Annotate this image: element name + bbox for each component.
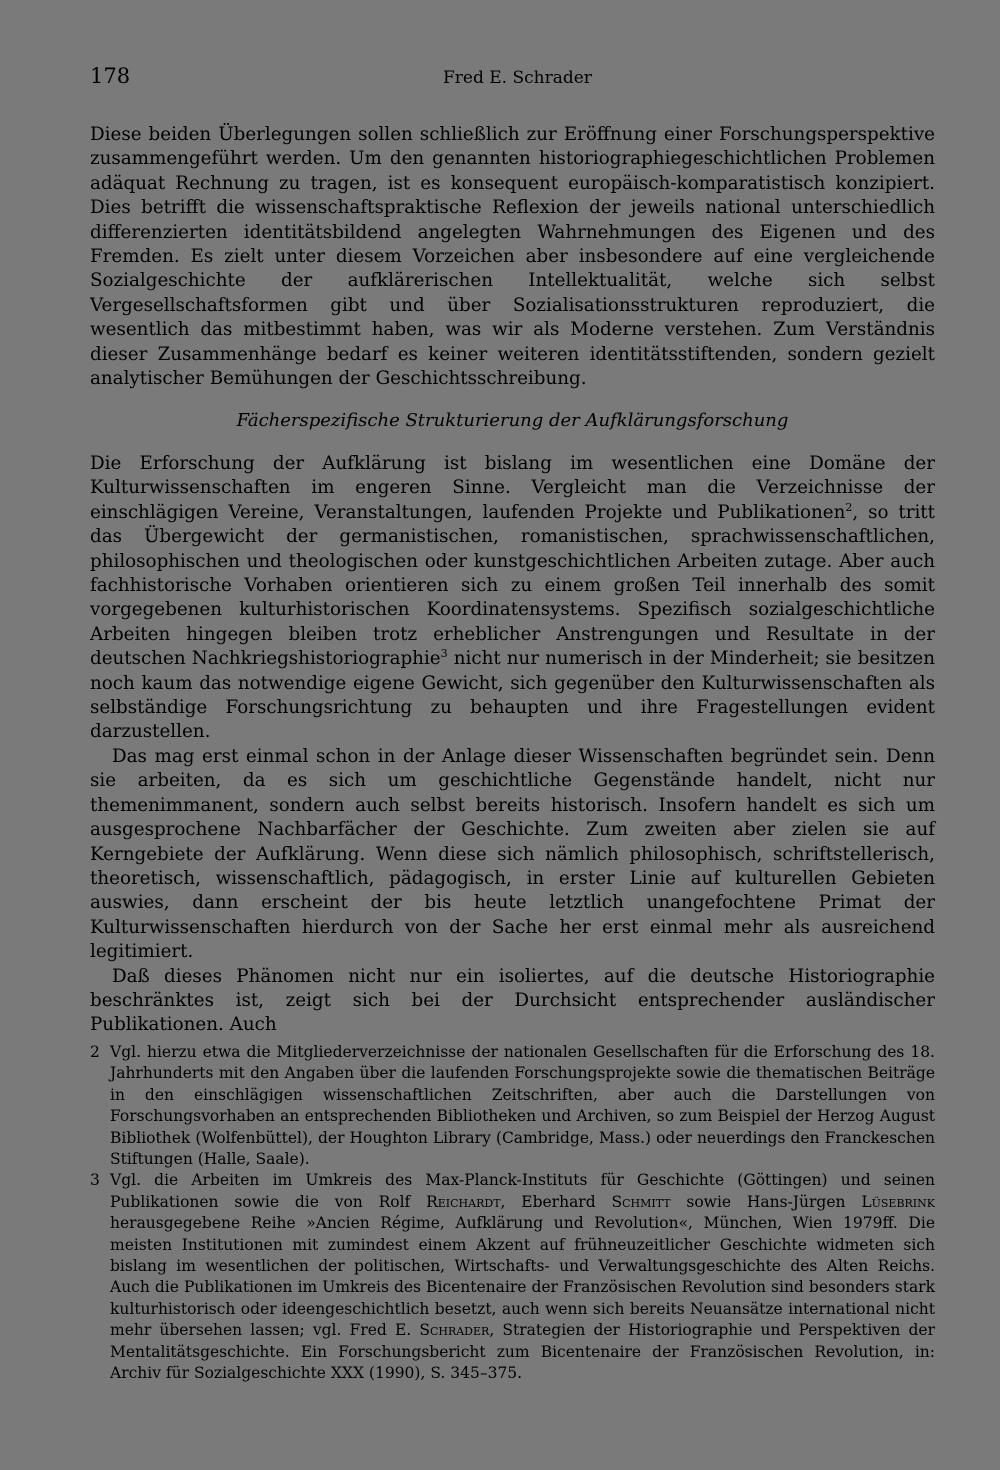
paragraph-text: , so tritt das Übergewicht der germanistischen, romanistischen, sprachwissenschaftlichen, philosophischen und theologischen oder kunstgeschichtlichen Arbeiten zutage. Aber auch fachhistorische Vorhaben orientieren sich zu einem großen Teil innerhalb des somit vorgegebenen kulturhistorischen Koordinatensystems. Spezifisch sozialgeschichtliche Arbeiten hingegen bleiben trotz erheblicher Anstrengungen und Resultate in der deutschen Nachkriegshistoriographie [90, 501, 935, 670]
author-name: Schmitt [611, 1192, 671, 1211]
section-paragraph-1 [90, 452, 935, 745]
section-paragraph-2: Das mag erst einmal schon in der Anlage dieser Wissenschaften begründet sein. Denn sie arbeiten, da es sich um geschichtliche Gegenstände handelt, nicht nur themenimmanent, sondern auch selbst bereits historisch. Insofern handelt es sich um ausgesprochene Nachbarfächer der Geschichte. Zum zweiten aber zielen sie auf Kerngebiete der Aufklärung. Wenn diese sich nämlich philosophisch, schriftstellerisch, theoretisch, wissenschaftlich, pädagogisch, in erster Linie auf kulturellen Gebieten auswies, dann erscheint der bis heute letztlich unangefochtene Primat der Kulturwissenschaften hierdurch von der Sache her erst einmal mehr als ausreichend legitimiert. [90, 745, 935, 963]
footnote-text-part: , Eberhard [500, 1192, 612, 1211]
author-name: Schrader [419, 1321, 490, 1340]
page-header [90, 64, 935, 94]
footnote-text-part: Vgl. die Arbeiten im Umkreis des Max-Planck-Instituts für Geschichte (Göttingen) und seinen Publikationen sowie die von Rolf [110, 1171, 935, 1211]
footnote-2 [90, 1042, 935, 1170]
footnote-text: Vgl. hierzu etwa die Mitgliederverzeichnisse der nationalen Gesellschaften für die Erforschung des 18. Jahrhunderts mit den Angaben über die laufenden Forschungsprojekte sowie die thematischen Beiträge in den einschlägigen wissenschaftlichen Zeitschriften, aber auch die Darstellungen von Forschungsvorhaben an entsprechenden Bibliotheken und Archiven, so zum Beispiel der Herzog August Bibliothek (Wolfenbüttel), der Houghton Library (Cambridge, Mass.) oder neuerdings den Franckeschen Stiftungen (Halle, Saale). [110, 1043, 935, 1169]
footnote-number: 2 [90, 1043, 100, 1061]
footnote-text [110, 1171, 935, 1382]
intro-paragraph: Diese beiden Überlegungen sollen schließlich zur Eröffnung einer Forschungsperspektive zusammengeführt werden. Um den genannten historiographiegeschichtlichen Problemen adäquat Rechnung zu tragen, ist es konsequent europäisch-komparatistisch konzipiert. Dies betrifft die wissenschaftspraktische Reflexion der jeweils national unterschiedlich differenzierten identitätsbildend angelegten Wahrnehmungen des Eigenen und des Fremden. Es zielt unter diesem Vorzeichen aber insbesondere auf eine vergleichende Sozialgeschichte der aufklärerischen Intellektualität, welche sich selbst Vergesellschaftsformen gibt und über Sozialisationsstrukturen reproduziert, die wesentlich das mitbestimmt haben, was wir als Moderne verstehen. Zum Verständnis dieser Zusammenhänge bedarf es keiner weiteren identitätsstiftenden, sondern gezielt analytischer Bemühungen der Geschichtsschreibung. [90, 124, 935, 390]
page-number: 178 [90, 64, 131, 88]
footnote-reference: 2 [845, 500, 853, 514]
paragraph-text: Die Erforschung der Aufklärung ist bislang im wesentlichen eine Domäne der Kulturwissenschaften im engeren Sinne. Vergleicht man die Verzeichnisse der einschlägigen Vereine, Veranstaltungen, laufenden Projekte und Publikationen [90, 453, 935, 523]
paragraph-text: nicht nur numerisch in der Minderheit; sie besitzen noch kaum das notwendige eigene Gewicht, sich gegenüber den Kulturwissenschaften als selbständige Forschungsrichtung zu behaupten und ihre Fragestellungen evident darzustellen. [90, 648, 936, 743]
footnote-3 [90, 1170, 935, 1384]
section-body [90, 452, 935, 1038]
footnotes [90, 1042, 935, 1385]
footnote-reference: 3 [440, 647, 448, 661]
author-name: Reichardt [426, 1192, 501, 1211]
footnote-text-part: , Strategien der Historiographie und Perspektiven der Mentalitätsgeschichte. Ein Forschungsbericht zum Bicentenaire der Französischen Revolution, in: Archiv für Sozialgeschichte XXX (1990), S. 345–375. [110, 1321, 935, 1383]
running-head: Fred E. Schrader [443, 68, 592, 88]
author-name: Lüsebrink [861, 1192, 935, 1211]
footnote-text-part: sowie Hans-Jürgen [670, 1192, 862, 1211]
footnote-text-part: herausgegebene Reihe »Ancien Régime, Aufklärung und Revolution«, München, Wien 1979ff. Die meisten Institutionen mit zumindest einem Akzent auf frühneuzeitlicher Geschichte widmeten sich bislang im wesentlichen der politischen, Wirtschafts- und Verwaltungsgeschichte des Alten Reichs. Auch die Publikationen im Umkreis des Bicentenaire der Französischen Revolution sind besonders stark kulturhistorisch oder ideengeschichtlich besetzt, auch wenn sich bereits Neuansätze international nicht mehr übersehen lassen; vgl. Fred E. [110, 1214, 935, 1340]
section-paragraph-3: Daß dieses Phänomen nicht nur ein isoliertes, auf die deutsche Historiographie beschränktes ist, zeigt sich bei der Durchsicht entsprechender ausländischer Publikationen. Auch [90, 965, 935, 1036]
section-heading: Fächerspezifische Strukturierung der Aufklärungsforschung [236, 410, 789, 431]
footnote-number: 3 [90, 1171, 100, 1190]
